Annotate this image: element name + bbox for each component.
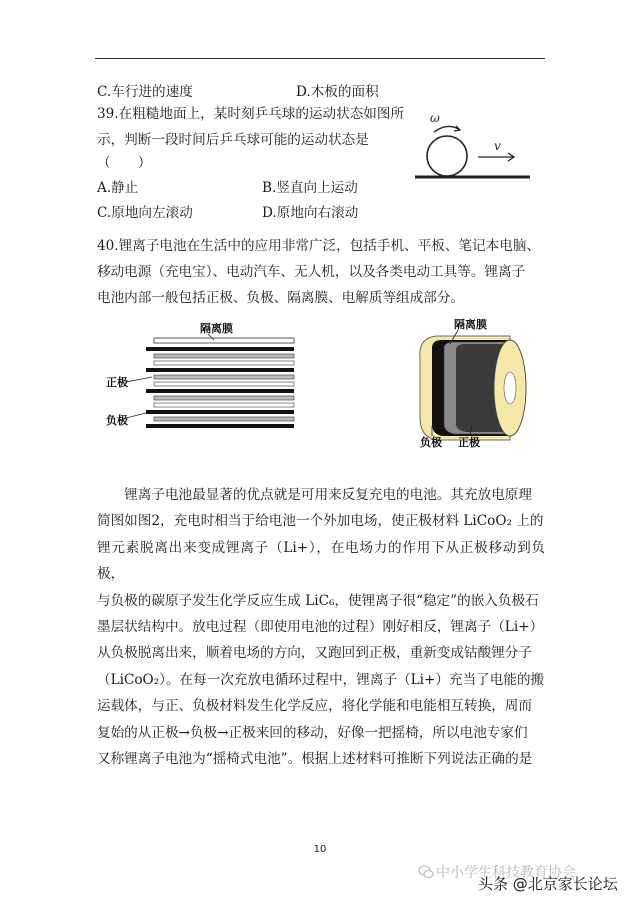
body-paragraph: [97, 482, 545, 772]
body-line: 从负极脱离出来，顺着电场的方向，又跑回到正极，重新变成钴酸锂分子: [97, 645, 532, 662]
q39-blank: （ ）: [97, 155, 152, 171]
watermark-text: 中小学生科技教育协会: [436, 865, 576, 881]
body-line: 与负极的碳原子发生化学反应生成 LiC₆，使锂离子很“稳定”的嵌入负极石: [97, 592, 539, 609]
q38-option-d: D.木板的面积: [296, 84, 379, 100]
q39-line1: 39.在粗糙地面上，某时刻乒乓球的运动状态如图所: [97, 106, 405, 122]
battery-roll-figure: [398, 318, 538, 458]
q39-option-c: C.原地向左滚动: [97, 205, 193, 221]
body-line: 墨层状结构中。放电过程（即使用电池的过程）刚好相反，锂离子（Li+）: [97, 619, 544, 636]
q39-option-d: D.原地向右滚动: [262, 205, 359, 221]
q39-line2: 示，判断一段时间后乒乓球可能的运动状态是: [97, 132, 369, 148]
q39-option-a: A.静止: [97, 180, 139, 196]
omega-label: ω: [430, 111, 440, 125]
wechat-icon: [418, 864, 434, 880]
q40-line1: 40.锂离子电池在生活中的应用非常广泛，包括手机、平板、笔记本电脑、: [97, 238, 541, 254]
ball-figure: [410, 108, 535, 188]
fig2-positive-label: 正极: [458, 436, 480, 449]
q40-line3: 电池内部一般包括正极、负极、隔离膜、电解质等组成部分。: [97, 290, 465, 306]
fig1-negative-label: 负极: [106, 414, 128, 427]
fig1-positive-label: 正极: [106, 376, 128, 389]
body-line: 简图如图2，充电时相当于给电池一个外加电场，使正极材料 LiCoO₂ 上的: [97, 513, 544, 530]
body-line: 又称锂离子电池为“摇椅式电池”。根据上述材料可推断下列说法正确的是: [97, 751, 533, 768]
q40-line2: 移动电源（充电宝）、电动汽车、无人机，以及各类电动工具等。锂离子: [97, 264, 526, 280]
fig1-separator-label: 隔离膜: [200, 322, 233, 335]
body-line: 锂离子电池最显著的优点就是可用来反复充电的电池。其充放电原理: [97, 487, 532, 503]
body-line: （LiCoO₂）。在每一次充放电循环过程中，锂离子（Li+）充当了电能的搬: [97, 671, 545, 688]
body-line: 运载体，与正、负极材料发生化学反应，将化学能和电能相互转换，周而: [97, 698, 532, 715]
q39-option-b: B.竖直向上运动: [262, 180, 358, 196]
body-line: 复始的从正极→负极→正极来回的移动，好像一把摇椅，所以电池专家们: [97, 724, 528, 741]
battery-layers-figure: [96, 320, 306, 450]
fig2-separator-label: 隔离膜: [454, 318, 487, 331]
brand-label[interactable]: 头条 @北京家长论坛: [478, 875, 618, 893]
ball: [427, 136, 467, 176]
page-number: 10: [313, 844, 327, 855]
fig2-negative-label: 负极: [420, 436, 442, 449]
header-rule: [95, 58, 545, 59]
velocity-label: v: [494, 139, 501, 153]
body-line: 锂元素脱离出来变成锂离子（Li+），在电场力的作用下从正极移动到负极，: [97, 539, 545, 583]
q38-option-c: C.车行进的速度: [97, 84, 193, 100]
